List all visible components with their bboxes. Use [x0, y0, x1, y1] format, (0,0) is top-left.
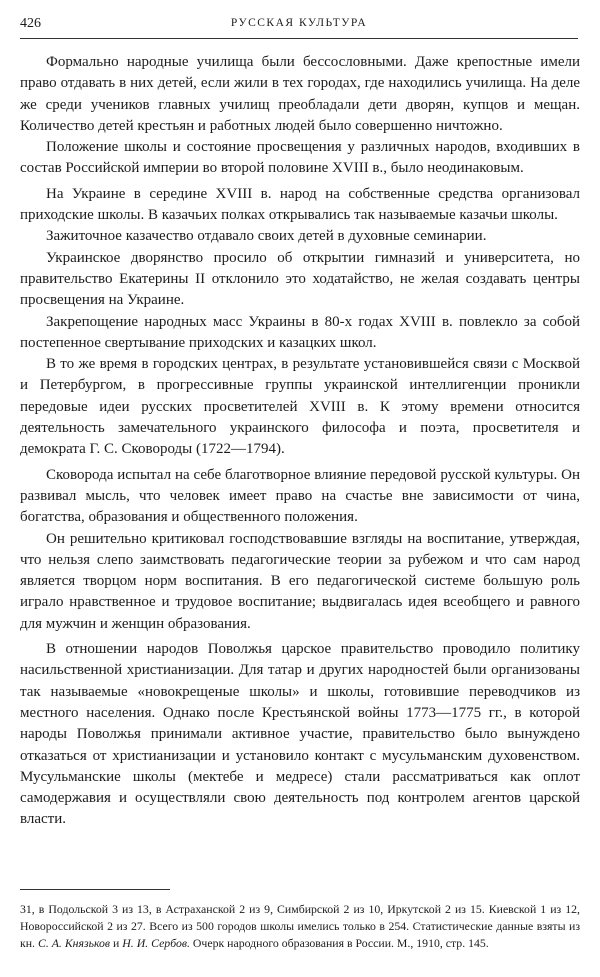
- footnote-author: С. А. Князьков: [37, 936, 111, 950]
- paragraph: Украинское дворянство просило об открытии гимназий и университета, но правительство Екатерины II отклонило это ходатайство, не желая создавать центры просвещения на Украине.: [20, 249, 580, 309]
- paragraph: Сковорода испытал на себе благотворное влияние передовой русской культуры. Он развивал мысль, что человек имеет право на счастье вне зависимости от чина, богатства, образования и общественного положения.: [20, 466, 580, 526]
- page-number: 426: [20, 16, 41, 31]
- paragraph: Зажиточное казачество отдавало своих детей в духовные семинарии.: [46, 228, 487, 245]
- paragraph: На Украине в середине XVIII в. народ на собственные средства организовал приходские школы. В казачьих полках открывались так называемые казачьи школы.: [20, 185, 580, 224]
- page-header: [20, 14, 578, 39]
- paragraph: Формально народные училища были бессословными. Даже крепостные имели право отдавать в них детей, если жили в тех городах, где находились училища. На деле же среди учеников главных училищ преобладали дети дворян, купцов и мещан. Количество детей крестьян и работных людей было совершенно ничтожно.: [20, 54, 580, 134]
- footnote: [20, 901, 580, 952]
- footnote-citation: Очерк народного образования в России. М., 1910, стр. 145.: [189, 936, 489, 950]
- paragraph: Положение школы и состояние просвещения у различных народов, входивших в состав Российской империи во второй половине XVIII в., было неодинаковым.: [20, 139, 580, 177]
- running-title: РУССКАЯ КУЛЬТУРА: [230, 17, 368, 29]
- body-text: [20, 52, 580, 831]
- paragraph: Закрепощение народных масс Украины в 80-х годах XVIII в. повлекло за собой постепенное свертывание приходских и казацких школ.: [20, 313, 580, 351]
- paragraph: В то же время в городских центрах, в результате установившейся связи с Москвой и Петербургом, в прогрессивные группы украинской интеллигенции проникли передовые идеи русских просветителей XVIII в. К этому времени относится деятельность замечательного украинского философа и поэта, просветителя и демократа Г. С. Сковороды (1722—1794).: [20, 356, 580, 458]
- footnote-text: 31, в Подольской 3 из 13, в Астраханской 2 из 9, Симбирской 2 из 10, Иркутской 2 из 15. Киевской 1 из 12, Новороссийской 2 из 27. Всего из 500 городов школы имелись только в 254. Статистические данные взяты из кн.: [20, 902, 580, 950]
- paragraph: Он решительно критиковал господствовавшие взгляды на воспитание, утверждая, что нельзя слепо заимствовать педагогические теории за рубежом и что сам народ является творцом норм воспитания. В его педагогической системе большую роль играло нравственное и трудовое воспитание; выдвигалась идея всеобщего и равного для мужчин и женщин образования.: [20, 530, 580, 632]
- footnote-divider: [20, 889, 170, 890]
- footnote-author-2: Н. И. Сербов.: [122, 936, 190, 950]
- footnote-conjunction: и: [110, 936, 123, 950]
- paragraph: В отношении народов Поволжья царское правительство проводило политику насильственной христианизации. Для татар и других народностей были организованы так называемые «новокрещеные школы» и школы, готовившие переводчиков из местного населения. Однако после Крестьянской войны 1773—1775 гг., в которой народы Поволжья принимали активное участие, правительство было вынуждено отказаться от христианизации и установило контакт с мусульманским духовенством. Мусульманские школы (мектебе и медресе) стали рассматриваться как оплот самодержавия и осуществляли свою деятельность под контролем агентов царской власти.: [20, 641, 580, 828]
